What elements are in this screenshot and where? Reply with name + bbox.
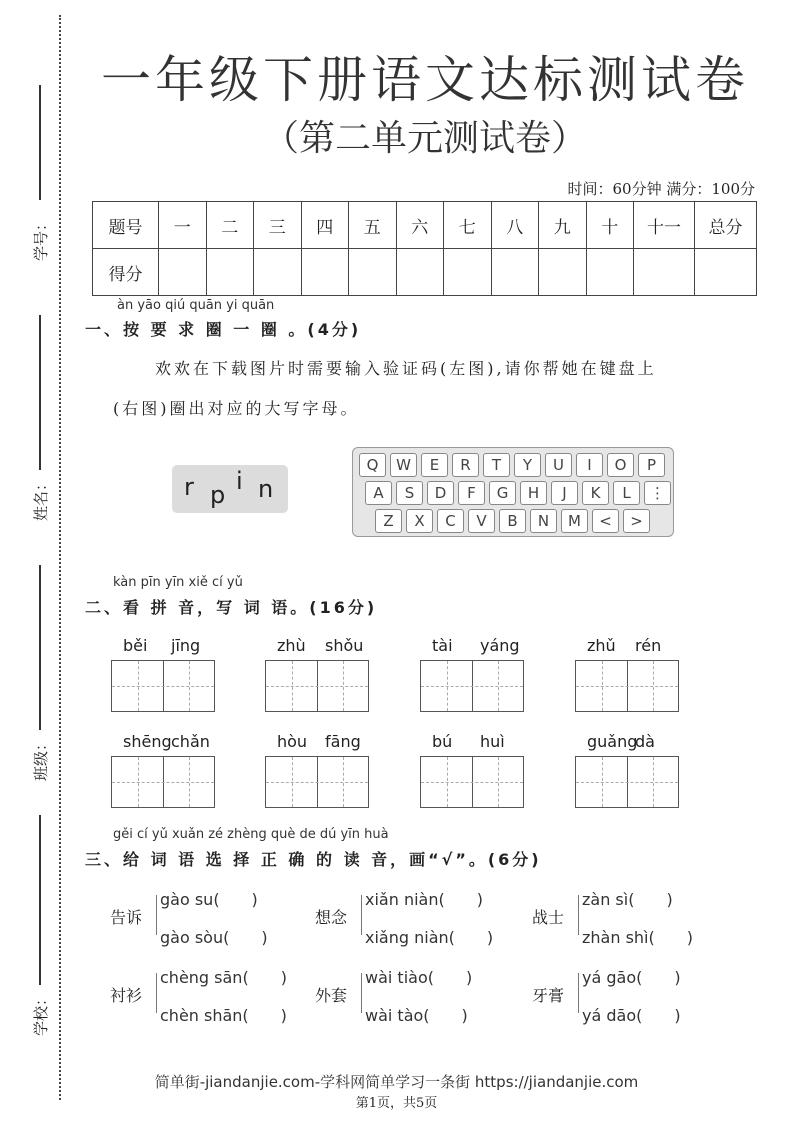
word-pinyin: rén [635,636,662,655]
school-line [39,815,41,985]
score-input-cell[interactable] [586,249,634,296]
choice-option[interactable]: zàn sì( ) [582,890,673,909]
keyboard-image [352,447,674,537]
score-table-header-cell: 三 [254,202,302,249]
score-table-row-label: 得分 [93,249,159,296]
footer-page-number: 第1页，共5页 [355,1096,438,1111]
keyboard-key: Y [514,453,541,477]
section3-pinyin: gěi cí yǔ xuǎn zé zhèng què de dú yīn huà [113,827,389,842]
writing-grid-box[interactable] [420,756,524,808]
score-input-cell[interactable] [695,249,757,296]
choice-option[interactable]: yá gāo( ) [582,968,681,987]
word-pinyin: zhù [277,636,306,655]
score-input-cell[interactable] [301,249,349,296]
section3-heading: 三、给 词 语 选 择 正 确 的 读 音，画“√”。(6分) [85,850,542,869]
score-table [92,201,757,296]
class-line [39,565,41,730]
score-input-cell[interactable] [254,249,302,296]
keyboard-key: P [638,453,665,477]
score-table-header-cell: 九 [539,202,587,249]
time-info: 时间：60分钟 满分：100分 [567,180,755,198]
choice-option[interactable]: chèng sān( ) [160,968,287,987]
name-label: 姓名： [32,475,51,522]
writing-grid-box[interactable] [265,660,369,712]
keyboard-key: < [592,509,619,533]
section1-paragraph-line1: 欢欢在下载图片时需要输入验证码(左图),请你帮她在键盘上 [155,359,657,378]
section1-pinyin: àn yāo qiú quān yi quān [117,298,275,313]
choice-word: 想念 [315,908,348,927]
keyboard-key: H [520,481,547,505]
choice-option[interactable]: chèn shān( ) [160,1006,287,1025]
score-table-score-row [93,249,757,296]
score-input-cell[interactable] [539,249,587,296]
captcha-char: p [210,481,226,509]
word-pinyin: zhǔ [587,636,616,655]
writing-grid-box[interactable] [111,660,215,712]
writing-grid-box[interactable] [265,756,369,808]
name-line [39,315,41,470]
score-input-cell[interactable] [159,249,207,296]
score-input-cell[interactable] [349,249,397,296]
word-pinyin: tài [432,636,453,655]
keyboard-key: O [607,453,634,477]
score-table-header-cell: 二 [206,202,254,249]
writing-grid-box[interactable] [575,756,679,808]
score-table-header-cell: 六 [396,202,444,249]
section2-heading: 二、看 拼 音，写 词 语。(16分) [85,598,378,617]
score-table-header-cell: 八 [491,202,539,249]
keyboard-key: F [458,481,485,505]
score-table-header-cell: 七 [444,202,492,249]
keyboard-key: R [452,453,479,477]
writing-grid-box[interactable] [111,756,215,808]
writing-grid-box[interactable] [575,660,679,712]
keyboard-key: D [427,481,454,505]
page-title: 一年级下册语文达标测试卷 [101,51,749,109]
score-input-cell[interactable] [634,249,695,296]
word-pinyin: běi [123,636,148,655]
keyboard-key: W [390,453,417,477]
keyboard-key: G [489,481,516,505]
keyboard-key: E [421,453,448,477]
keyboard-key: Q [359,453,386,477]
page-subtitle: （第二单元测试卷） [262,118,587,159]
score-input-cell[interactable] [444,249,492,296]
word-pinyin: yáng [480,636,520,655]
keyboard-key: B [499,509,526,533]
score-table-label: 题号 [93,202,159,249]
choice-option[interactable]: xiǎng niàn( ) [365,928,494,947]
footer-site: 简单街-jiandanjie.com-学科网简单学习一条街 https://jiandanjie.com [154,1073,639,1091]
keyboard-key: V [468,509,495,533]
score-table-header-cell: 十一 [634,202,695,249]
keyboard-key: C [437,509,464,533]
keyboard-key: I [576,453,603,477]
captcha-char: i [236,467,243,495]
choice-word: 告诉 [110,908,143,927]
choice-option[interactable]: wài tiào( ) [365,968,473,987]
score-input-cell[interactable] [206,249,254,296]
section1-paragraph-line2: (右图)圈出对应的大写字母。 [113,399,360,418]
word-pinyin: fāng [325,732,361,751]
keyboard-key: A [365,481,392,505]
keyboard-key: X [406,509,433,533]
word-pinyin: hòu [277,732,308,751]
choice-option[interactable]: yá dāo( ) [582,1006,681,1025]
captcha-char: r [184,473,194,501]
binding-dotted-line [59,15,61,1100]
keyboard-key: M [561,509,588,533]
section2-pinyin: kàn pīn yīn xiě cí yǔ [113,575,243,590]
score-input-cell[interactable] [491,249,539,296]
school-label: 学校： [32,990,51,1037]
captcha-image [172,465,288,513]
choice-option[interactable]: gào sòu( ) [160,928,268,947]
word-pinyin: huì [480,732,505,751]
writing-grid-box[interactable] [420,660,524,712]
student-no-label: 学号： [32,215,51,262]
choice-option[interactable]: gào su( ) [160,890,258,909]
word-pinyin: jīng [171,636,201,655]
word-pinyin: dà [635,732,655,751]
choice-word: 衬衫 [110,986,143,1005]
score-table-header-cell: 一 [159,202,207,249]
choice-option[interactable]: xiǎn niàn( ) [365,890,483,909]
keyboard-key: ⋮ [644,481,671,505]
captcha-char: n [258,475,274,503]
class-label: 班级： [32,735,51,782]
score-input-cell[interactable] [396,249,444,296]
score-table-header-cell: 十 [586,202,634,249]
score-table-header-cell: 四 [301,202,349,249]
keyboard-key: U [545,453,572,477]
section1-heading: 一、按 要 求 圈 一 圈 。(4分) [85,320,362,339]
choice-word: 外套 [315,986,348,1005]
keyboard-key: T [483,453,510,477]
keyboard-key: > [623,509,650,533]
word-pinyin: shēng [123,732,172,751]
choice-option[interactable]: zhàn shì( ) [582,928,693,947]
score-table-header-cell: 总分 [695,202,757,249]
keyboard-key: Z [375,509,402,533]
choice-option[interactable]: wài tào( ) [365,1006,468,1025]
word-pinyin: guǎng [587,732,638,751]
keyboard-key: N [530,509,557,533]
choice-word: 牙膏 [532,986,565,1005]
score-table-header-row [93,202,757,249]
keyboard-key: J [551,481,578,505]
word-pinyin: bú [432,732,453,751]
choice-word: 战士 [532,908,565,927]
keyboard-key: S [396,481,423,505]
word-pinyin: shǒu [325,636,364,655]
word-pinyin: chǎn [171,732,210,751]
keyboard-key: L [613,481,640,505]
keyboard-key: K [582,481,609,505]
score-table-header-cell: 五 [349,202,397,249]
